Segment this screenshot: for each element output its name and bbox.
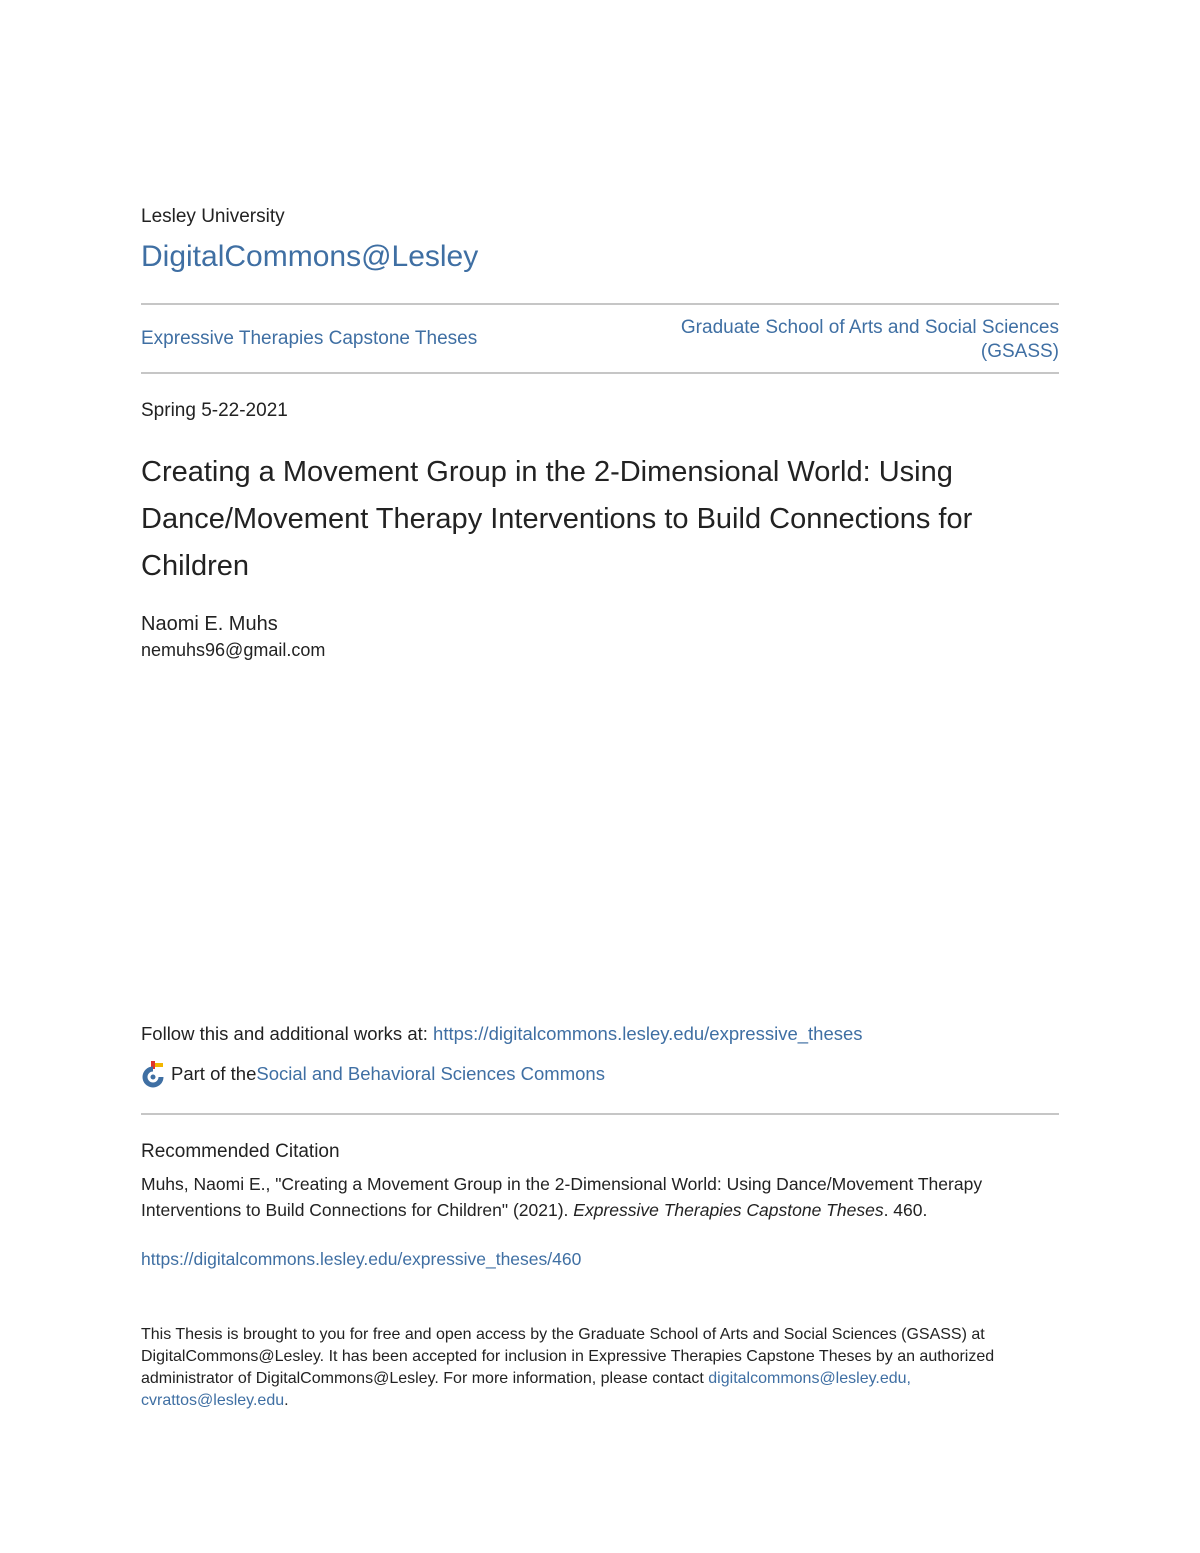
citation-body: Muhs, Naomi E., "Creating a Movement Group in the 2-Dimensional World: Using Dance/Movement Therapy Interventions to Build Connections for Children" (2021).	[141, 1174, 983, 1220]
contact-email-links[interactable]: digitalcommons@lesley.edu, cvrattos@lesley.edu	[141, 1370, 911, 1409]
notice-end: .	[284, 1392, 289, 1409]
citation-heading: Recommended Citation	[141, 1141, 340, 1162]
follow-prefix: Follow this and additional works at:	[141, 1023, 434, 1044]
follow-url-link[interactable]: https://digitalcommons.lesley.edu/expressive_theses	[433, 1023, 863, 1044]
citation-text	[141, 1171, 1051, 1223]
citation-url-link[interactable]: https://digitalcommons.lesley.edu/expressive_theses/460	[141, 1249, 582, 1269]
college-line1: Graduate School of Arts and Social Sciences	[680, 317, 1059, 338]
part-of-prefix: Part of the	[171, 1063, 257, 1084]
college-line2: (GSASS)	[980, 341, 1059, 362]
document-title: Creating a Movement Group in the 2-Dimensional World: Using Dance/Movement Therapy Interventions to Build Connections for Children	[141, 456, 973, 582]
author-name: Naomi E. Muhs	[141, 613, 278, 635]
divider-header	[141, 372, 1059, 374]
series-link[interactable]: Expressive Therapies Capstone Theses	[141, 328, 478, 349]
institution-name: Lesley University	[141, 206, 285, 227]
divider-top	[141, 303, 1059, 305]
author-email: nemuhs96@gmail.com	[141, 640, 326, 660]
notice-text: This Thesis is brought to you for free and open access by the Graduate School of Arts and Social Sciences (GSASS) at DigitalCommons@Lesley. It has been accepted for inclusion in Expressive Therapies Capstone Theses by an authorized administrator of DigitalCommons@Lesley. For more information, please contact	[141, 1326, 995, 1387]
publication-date: Spring 5-22-2021	[141, 400, 288, 421]
network-commons-icon	[141, 1060, 167, 1088]
college-link[interactable]	[681, 316, 1059, 364]
follow-line	[141, 1023, 863, 1045]
commons-link[interactable]: Social and Behavioral Sciences Commons	[256, 1063, 605, 1084]
citation-end: . 460.	[883, 1200, 928, 1220]
divider-footer	[141, 1113, 1059, 1115]
repository-link[interactable]: DigitalCommons@Lesley	[141, 240, 479, 273]
access-notice	[141, 1324, 1051, 1412]
part-of-line	[141, 1060, 605, 1088]
citation-journal: Expressive Therapies Capstone Theses	[573, 1200, 884, 1220]
